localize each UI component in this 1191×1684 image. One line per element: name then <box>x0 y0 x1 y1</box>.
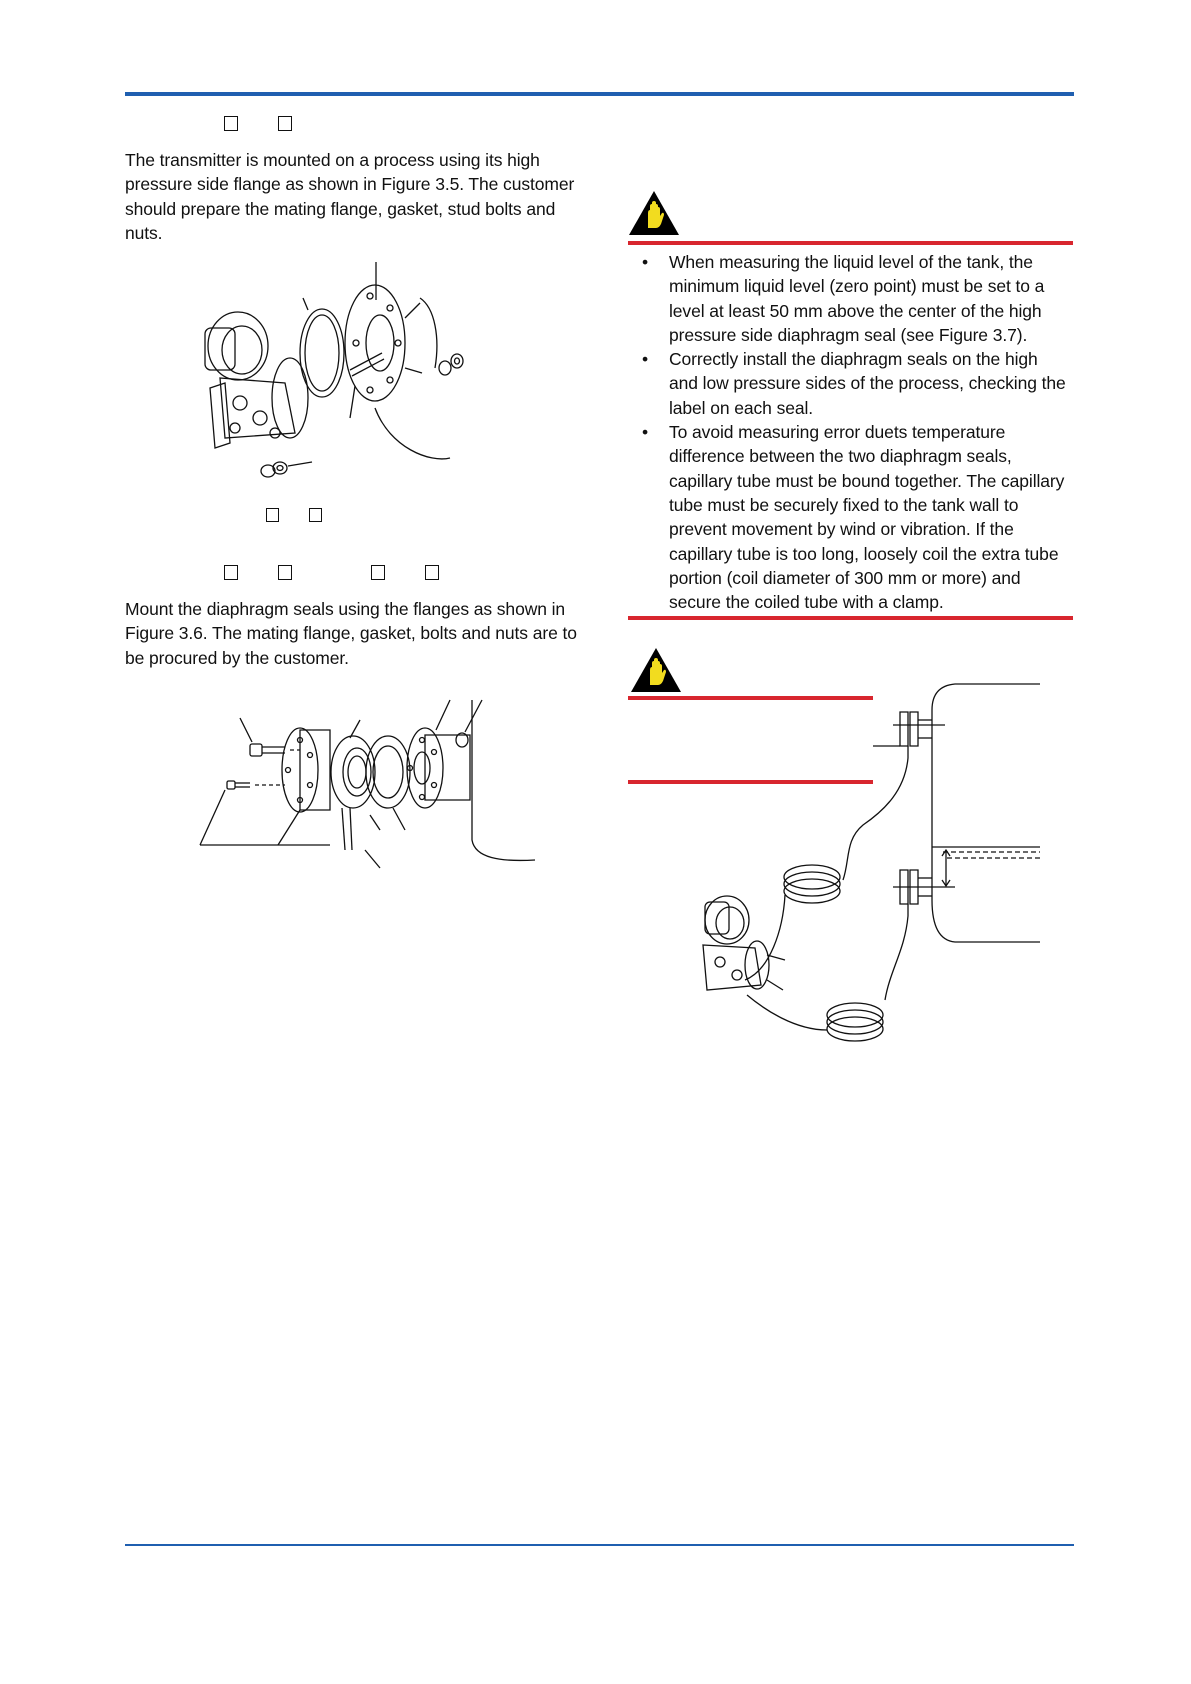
header-rule <box>125 92 1074 96</box>
heading-glyph-box <box>224 565 238 580</box>
figure-caption-glyph-box <box>266 508 279 522</box>
heading-glyph-box <box>371 565 385 580</box>
heading-glyph-box <box>278 565 292 580</box>
figure-transmitter-flange-mounting <box>200 258 460 498</box>
caution-icon <box>628 190 680 236</box>
paragraph-mounting-diaphragm-seals: Mount the diaphragm seals using the flanges as shown in Figure 3.6. The mating flange, gasket, bolts and nuts are to be procured by the customer. <box>125 599 577 668</box>
caution-item: • When measuring the liquid level of the tank, the minimum liquid level (zero point) must be set to a level at least 50 mm above the center of the high pressure side diaphragm seal (see Figure 3.7). <box>642 252 1045 345</box>
heading-glyph-box <box>224 116 238 131</box>
caution-item: • Correctly install the diaphragm seals on the high and low pressure sides of the process, checking the label on each seal. <box>642 349 1066 418</box>
figure-caption-glyph-box <box>309 508 322 522</box>
caution-top-rule <box>628 241 1073 245</box>
heading-glyph-box <box>278 116 292 131</box>
caution-bottom-rule <box>628 616 1073 620</box>
heading-glyph-box <box>425 565 439 580</box>
paragraph-mounting-transmitter: The transmitter is mounted on a process using its high pressure side flange as shown in Figure 3.5. The customer should prepare the mating flange, gasket, stud bolts and nuts. <box>125 150 575 243</box>
caution-icon <box>630 647 682 693</box>
figure-tank-level-installation <box>685 680 1045 1050</box>
caution-item: • To avoid measuring error duets temperature difference between the two diaphragm seals, capillary tube must be bound together. The capillary tube must be securely fixed to the tank wall to prevent movement by wind or vibration. If the capillary tube is too long, loosely coil the extra tube portion (coil diameter of 300 mm or more) and secure the coiled tube with a clamp. <box>642 422 1065 613</box>
caution-bullet-list <box>640 250 1070 614</box>
figure-diaphragm-seal-mounting <box>200 700 540 870</box>
footer-rule <box>125 1544 1074 1546</box>
